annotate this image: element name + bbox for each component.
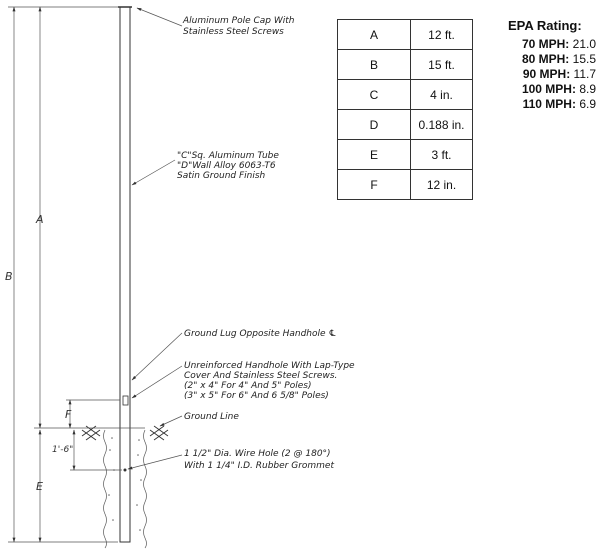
epa-row bbox=[500, 37, 596, 52]
epa-value: 8.9 bbox=[579, 82, 596, 96]
epa-value: 6.9 bbox=[579, 97, 596, 111]
epa-value: 21.0 bbox=[572, 37, 596, 51]
pole-tube bbox=[120, 7, 130, 542]
callout-pole-cap: Aluminum Pole Cap With Stainless Steel Screws bbox=[183, 16, 295, 37]
table-row bbox=[338, 140, 473, 170]
epa-speed: 100 MPH: bbox=[521, 82, 576, 96]
callout-wire-hole: 1 1/2" Dia. Wire Hole (2 @ 180°) With 1 1/4" I.D. Rubber Grommet bbox=[184, 449, 334, 471]
spec-table bbox=[337, 19, 473, 200]
leader-ground-lug bbox=[132, 333, 182, 380]
epa-row bbox=[500, 82, 596, 97]
spec-key: F bbox=[338, 170, 411, 200]
epa-speed: 80 MPH: bbox=[521, 52, 570, 66]
epa-title: EPA Rating: bbox=[508, 18, 582, 33]
wire-hole bbox=[124, 469, 127, 472]
callout-handhole: Unreinforced Handhole With Lap-Type Cover And Stainless Steel Screws. (2" x 4" For 4" And 5" Poles) (3" x 5" For 6" And 6 5/8" Poles) bbox=[184, 361, 355, 401]
dimension-a bbox=[34, 7, 105, 428]
callout-ground-line: Ground Line bbox=[184, 412, 239, 422]
table-row bbox=[338, 80, 473, 110]
spec-value: 0.188 in. bbox=[411, 110, 473, 140]
epa-speed: 110 MPH: bbox=[522, 97, 576, 111]
spec-value: 12 ft. bbox=[411, 20, 473, 50]
dimension-f-label: F bbox=[65, 408, 72, 421]
dimension-e-label: E bbox=[36, 480, 43, 493]
handhole bbox=[123, 396, 128, 405]
table-row bbox=[338, 170, 473, 200]
spec-value: 3 ft. bbox=[411, 140, 473, 170]
table-row bbox=[338, 50, 473, 80]
dimension-depth bbox=[70, 430, 122, 470]
epa-speed: 90 MPH: bbox=[522, 67, 571, 81]
epa-value: 11.7 bbox=[573, 67, 596, 81]
spec-value: 12 in. bbox=[411, 170, 473, 200]
epa-value: 15.5 bbox=[572, 52, 596, 66]
spec-key: D bbox=[338, 110, 411, 140]
leader-pole-cap bbox=[137, 8, 182, 26]
dimension-depth-label: 1'-6" bbox=[52, 445, 74, 455]
spec-key: C bbox=[338, 80, 411, 110]
leader-handhole bbox=[132, 366, 182, 398]
leader-ground-line bbox=[160, 416, 182, 426]
spec-value: 4 in. bbox=[411, 80, 473, 110]
table-row bbox=[338, 20, 473, 50]
spec-key: B bbox=[338, 50, 411, 80]
table-row bbox=[338, 110, 473, 140]
spec-key: E bbox=[338, 140, 411, 170]
leader-tube bbox=[132, 160, 175, 185]
spec-value: 15 ft. bbox=[411, 50, 473, 80]
epa-row bbox=[500, 67, 596, 82]
spec-key: A bbox=[338, 20, 411, 50]
dimension-a-label: A bbox=[36, 213, 44, 226]
epa-row bbox=[500, 97, 596, 112]
callout-tube: "C"Sq. Aluminum Tube "D"Wall Alloy 6063-T6 Satin Ground Finish bbox=[177, 151, 279, 181]
callout-ground-lug: Ground Lug Opposite Handhole ℄ bbox=[184, 329, 337, 339]
dimension-f bbox=[66, 400, 120, 428]
epa-speed: 70 MPH: bbox=[521, 37, 570, 51]
dimension-b bbox=[8, 7, 118, 542]
dimension-b-label: B bbox=[5, 270, 13, 283]
epa-row bbox=[500, 52, 596, 67]
leader-wire-hole bbox=[128, 455, 182, 469]
epa-rating bbox=[500, 18, 596, 112]
